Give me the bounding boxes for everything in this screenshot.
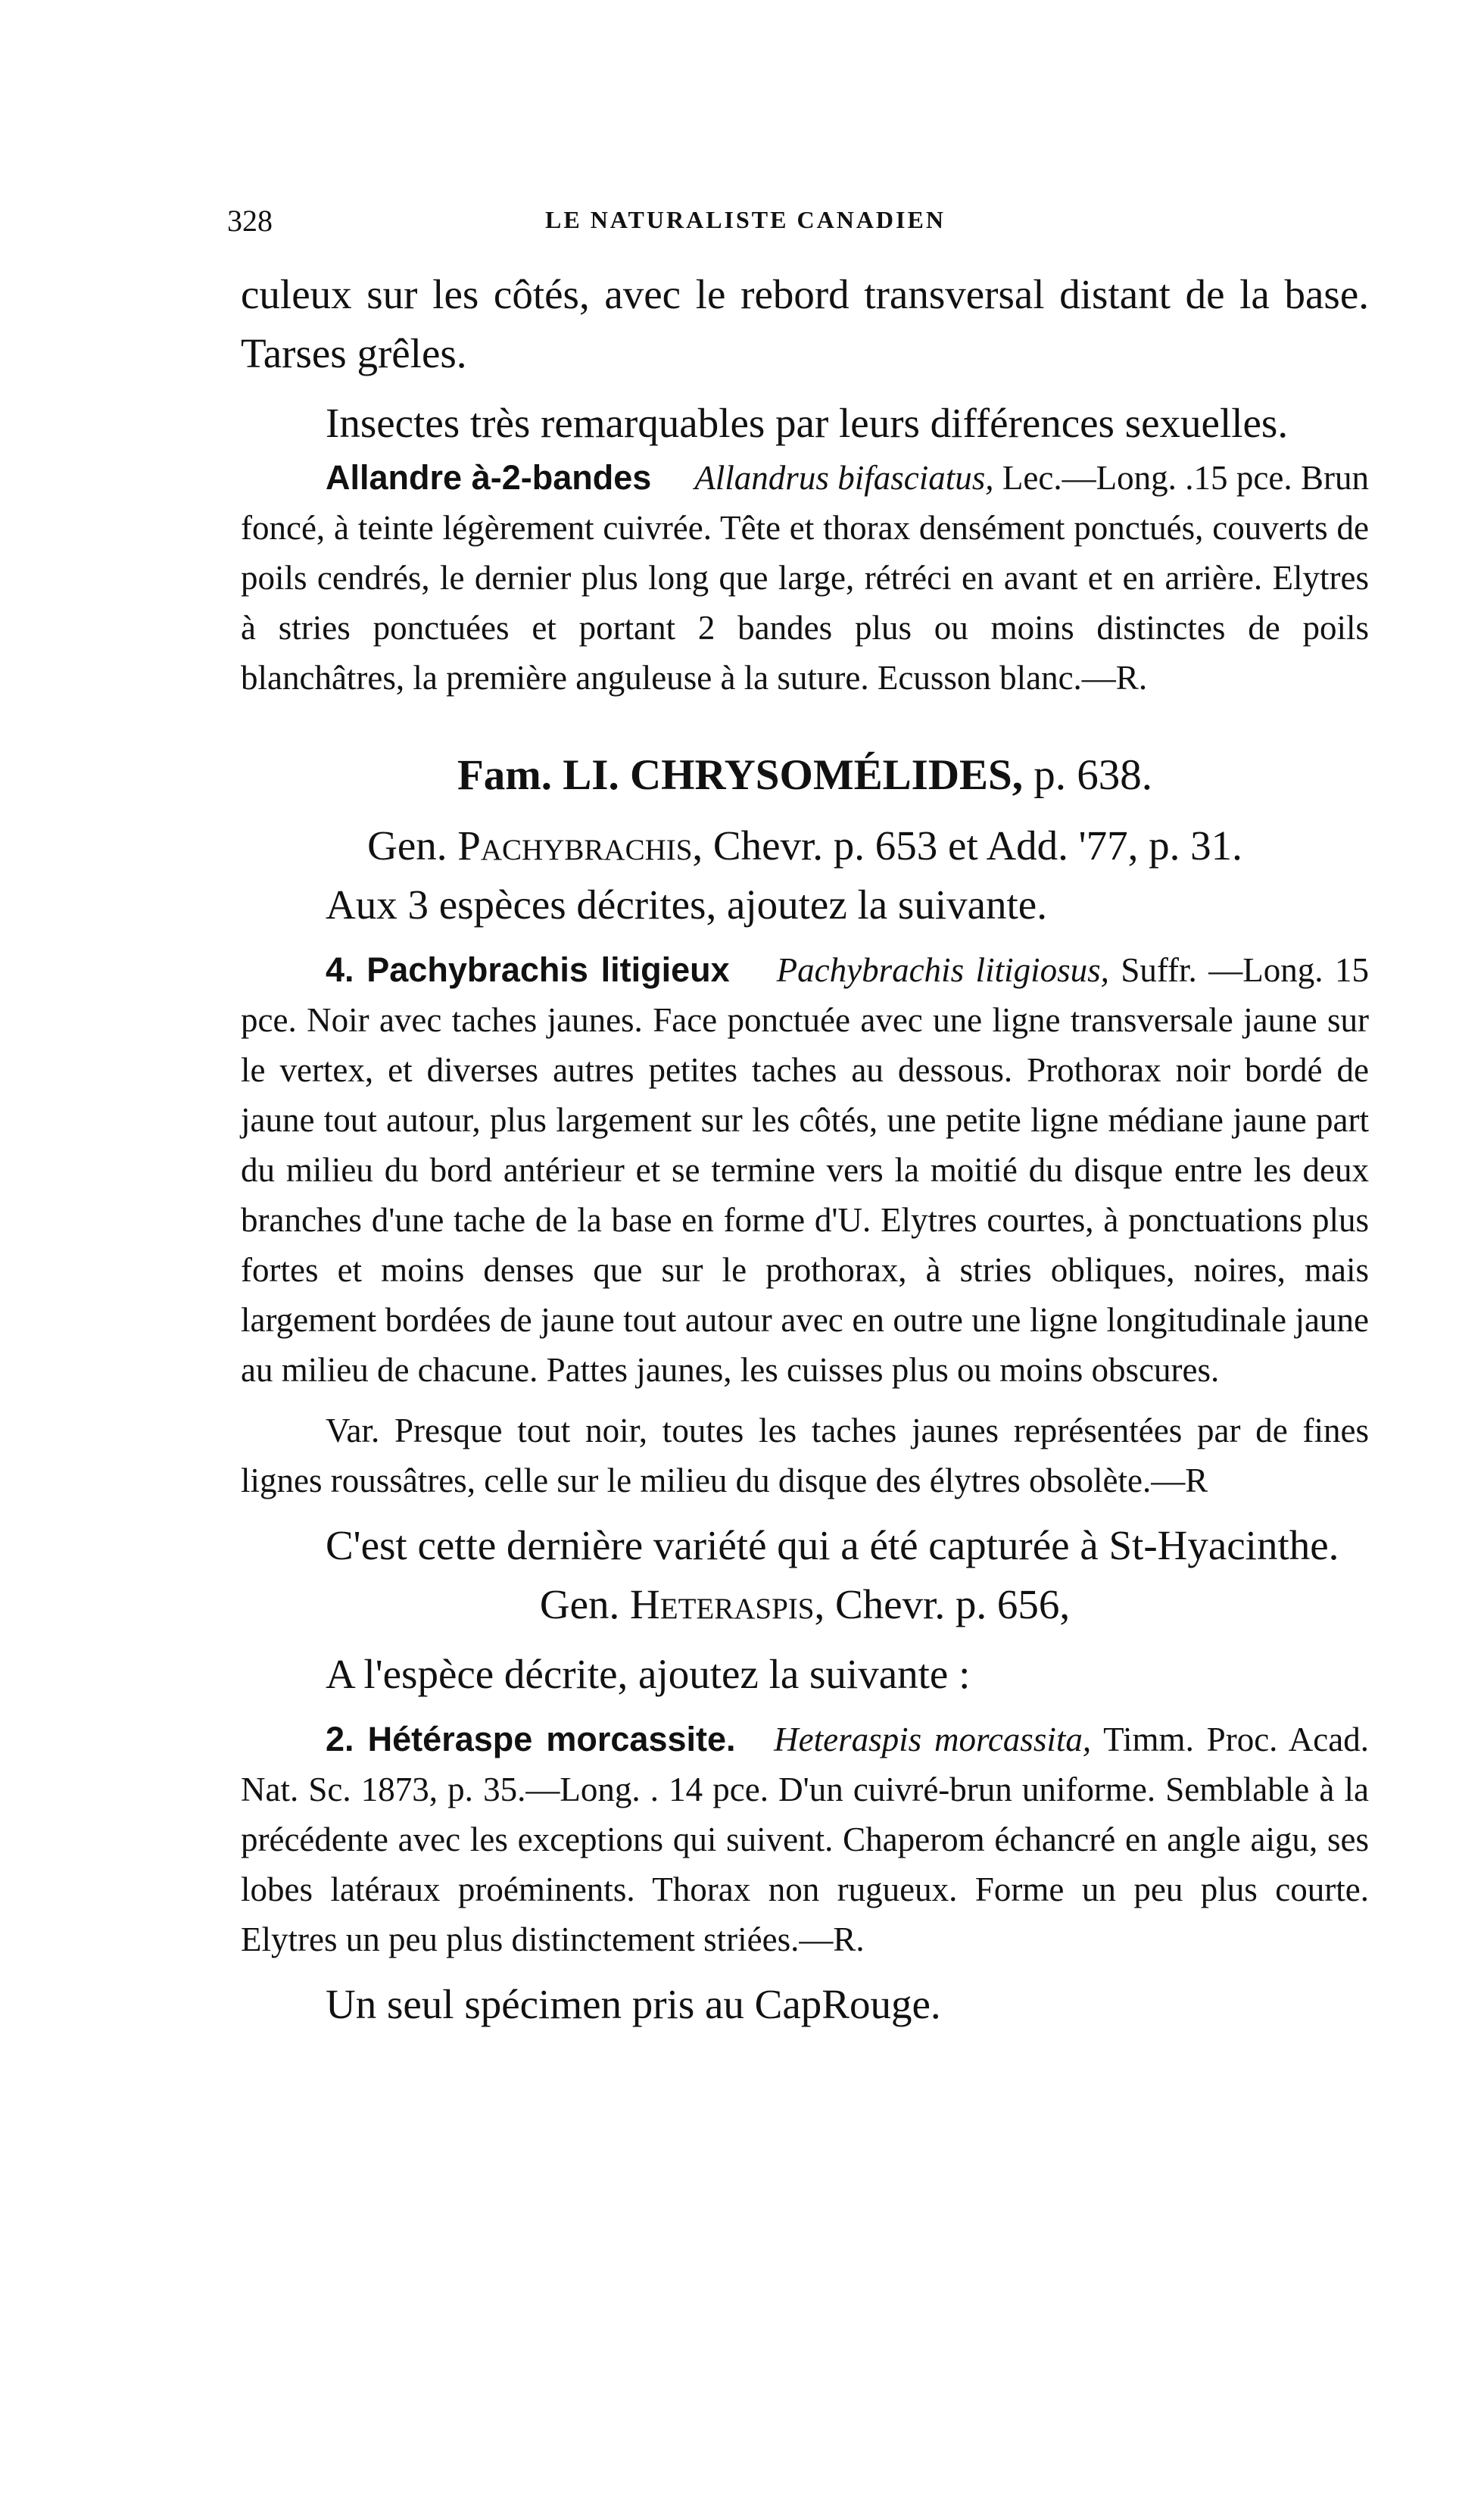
page-number: 328 [227,204,273,238]
genus-heading-pachybrachis [241,816,1369,875]
genus-prefix: Gen. [367,822,458,869]
paragraph-aux: Aux 3 espèces décrites, ajoutez la suivante. [326,881,1047,928]
family-label: Fam. LI. CHRYSOMÉLIDES, [457,751,1023,799]
paragraph-insectes: Insectes très remarquables par leurs différences sexuelles. [326,400,1289,446]
genus-heading-heteraspis [241,1575,1369,1634]
entry-heteraspe [241,1714,1369,1964]
page-header [227,203,1302,248]
species-name: Allandre à-2-bandes [326,458,652,497]
species-number: 4. [326,950,354,989]
entry-allandre [241,453,1369,703]
running-title: LE NATURALISTE CANADIEN [545,206,946,233]
species-latin: Pachybrachis litigiosus, [776,951,1109,989]
paragraph-variety: Var. Presque tout noir, toutes les taches jaunes représentées par de fines lignes roussâtres, celle sur le milieu du disque des élytres obsolète.—R [241,1412,1369,1499]
species-name: Hétéraspe morcassite. [354,1720,736,1758]
paragraph-cest: C'est cette dernière variété qui a été capturée à St-Hyacinthe. [326,1522,1339,1568]
species-description: Lec.—Long. .15 pce. Brun foncé, à teinte légèrement cuivrée. Tête et thorax densément ponctués, couverts de poils cendrés, le dernier plus long que large, rétréci en avant et en arrière. Elytres à stries ponctuées et portant 2 bandes plus ou moins distinctes de poils blanchâtres, la première anguleuse à la suture. Ecusson blanc.—R. [241,459,1369,697]
genus-name: Pachybrachis [457,822,693,869]
genus-prefix: Gen. [539,1581,631,1627]
genus-reference: , Chevr. p. 656, [814,1581,1071,1627]
entry-pachybrachis [241,945,1369,1395]
species-name: Pachybrachis litigieux [354,950,730,989]
genus-name: Heteraspis [630,1581,815,1627]
species-description: Suffr. —Long. 15 pce. Noir avec taches jaunes. Face ponctuée avec une ligne transversale jaune sur le vertex, et diverses autres petites taches au dessous. Prothorax noir bordé de jaune tout autour, plus largement sur les côtés, une petite ligne médiane jaune part du milieu du bord antérieur et se termine vers la moitié du disque entre les deux branches d'une tache de la base en forme d'U. Elytres courtes, à ponctuations plus fortes et moins denses que sur le prothorax, à stries obliques, noires, mais largement bordées de jaune tout autour avec en outre une ligne longitudinale jaune au milieu de chacune. Pattes jaunes, les cuisses plus ou moins obscures. [241,951,1369,1389]
species-latin: Heteraspis morcassita, [774,1721,1092,1758]
genus-reference: , Chevr. p. 653 et Add. '77, p. 31. [692,822,1242,869]
family-heading [241,745,1369,806]
body-text [241,265,1369,2034]
species-description: Timm. Proc. Acad. Nat. Sc. 1873, p. 35.—Long. . 14 pce. D'un cuivré-brun uniforme. Semblable à la précédente avec les exceptions qui suivent. Chaperom échancré en angle aigu, ses lobes latéraux proéminents. Thorax non rugueux. Forme un peu plus courte. Elytres un peu plus distinctement striées.—R. [241,1721,1369,1958]
paragraph-continuation: culeux sur les côtés, avec le rebord transversal distant de la base. Tarses grêles. [241,271,1369,376]
species-latin: Allandrus bifasciatus, [694,459,994,497]
paragraph-final: Un seul spécimen pris au CapRouge. [326,1981,941,2027]
paragraph-a-lespece: A l'espèce décrite, ajoutez la suivante : [326,1651,971,1697]
family-page: p. 638. [1023,751,1152,799]
species-number: 2. [326,1720,354,1758]
